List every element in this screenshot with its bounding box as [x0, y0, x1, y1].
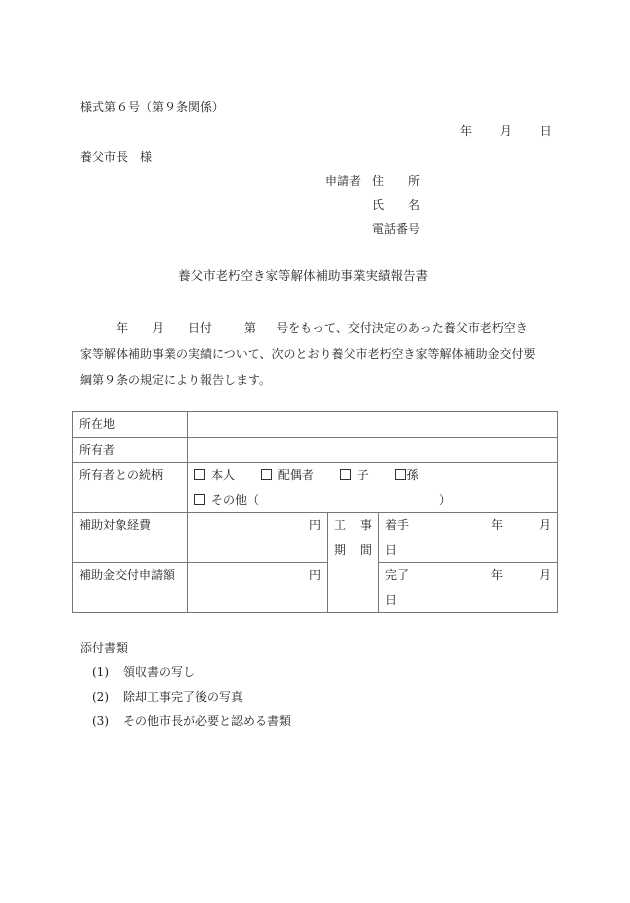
period-char: 事 — [359, 518, 372, 532]
attachments-heading: 添付書類 — [80, 641, 129, 655]
subsidy-cost-field[interactable] — [188, 513, 328, 563]
body-rest: 号をもって、交付決定のあった養父市老朽空き — [276, 321, 528, 335]
start-month: 月 — [538, 518, 551, 532]
other-close-paren: ） — [439, 492, 452, 507]
row-location — [73, 412, 558, 438]
owner-field[interactable] — [188, 437, 558, 463]
checkbox-child[interactable] — [340, 468, 369, 482]
complete-date-field[interactable] — [379, 563, 558, 613]
yen-unit: 円 — [308, 568, 321, 582]
checkbox-icon[interactable] — [340, 469, 351, 480]
phone-label: 電話番号 — [372, 222, 421, 236]
period-char: 間 — [359, 542, 372, 557]
location-field[interactable] — [188, 412, 558, 438]
date-year: 年 — [460, 124, 473, 138]
body-line-2: 家等解体補助事業の実績について、次のとおり養父市老朽空き家等解体補助金交付要 — [80, 347, 536, 361]
option-label: 子 — [356, 468, 369, 482]
item-text: 領収書の写し — [123, 665, 196, 679]
complete-year: 年 — [490, 568, 503, 582]
body-no: 第 — [244, 321, 257, 335]
address-label — [372, 174, 420, 188]
checkbox-icon[interactable] — [194, 469, 205, 480]
name-label — [372, 198, 420, 212]
row-subsidy-cost — [73, 513, 558, 563]
date-day: 日 — [539, 124, 552, 138]
option-label: その他（ — [211, 492, 260, 507]
checkbox-self[interactable] — [194, 468, 235, 482]
option-label: 配偶者 — [277, 468, 314, 482]
complete-day: 日 — [385, 592, 398, 607]
report-table — [72, 411, 558, 613]
complete-month: 月 — [538, 568, 551, 582]
start-date-field[interactable] — [379, 513, 558, 563]
row-owner — [73, 437, 558, 463]
yen-unit: 円 — [308, 518, 321, 532]
attachment-item-2 — [92, 690, 243, 704]
location-label: 所在地 — [73, 412, 188, 438]
name-label-1: 氏 — [372, 198, 385, 212]
body-line-3: 綱第９条の規定により報告します。 — [80, 373, 272, 387]
relation-label: 所有者との続柄 — [73, 463, 188, 513]
body-year: 年 — [116, 321, 129, 335]
row-grant-request — [73, 563, 558, 613]
item-number: (2) — [92, 690, 109, 704]
checkbox-icon[interactable] — [395, 469, 406, 480]
item-text: その他市長が必要と認める書類 — [123, 714, 292, 728]
period-char: 期 — [334, 542, 347, 557]
checkbox-other[interactable] — [194, 493, 259, 507]
date-line — [460, 124, 552, 138]
body-month: 月 — [152, 321, 165, 335]
start-day: 日 — [385, 542, 398, 557]
construction-period-label — [328, 513, 379, 613]
grant-request-label: 補助金交付申請額 — [73, 563, 188, 613]
grant-request-field[interactable] — [188, 563, 328, 613]
attachment-item-1 — [92, 665, 195, 679]
option-label: 本人 — [211, 468, 236, 482]
option-label: 孫 — [406, 468, 419, 482]
checkbox-icon[interactable] — [194, 494, 205, 505]
start-label: 着手 — [385, 518, 410, 532]
body-day: 日付 — [188, 321, 213, 335]
checkbox-grandchild[interactable] — [395, 468, 419, 482]
applicant-label: 申請者 — [325, 174, 362, 188]
row-relation — [73, 463, 558, 513]
subsidy-cost-label: 補助対象経費 — [73, 513, 188, 563]
item-number: (3) — [92, 714, 109, 728]
checkbox-icon[interactable] — [261, 469, 272, 480]
name-label-2: 名 — [407, 198, 420, 212]
form-number: 様式第６号（第９条関係） — [80, 100, 225, 114]
start-year: 年 — [490, 518, 503, 532]
item-text: 除却工事完了後の写真 — [123, 690, 244, 704]
body-line-1 — [80, 315, 560, 341]
body-text — [80, 315, 560, 393]
document-title: 養父市老朽空き家等解体補助事業実績報告書 — [178, 268, 429, 283]
checkbox-spouse[interactable] — [261, 468, 314, 482]
address-label-1: 住 — [372, 174, 385, 188]
complete-label: 完了 — [385, 568, 410, 582]
owner-label: 所有者 — [73, 437, 188, 463]
period-char: 工 — [334, 518, 347, 532]
addressee: 養父市長 様 — [80, 150, 153, 164]
attachment-item-3 — [92, 714, 291, 728]
relation-field — [188, 463, 558, 513]
address-label-2: 所 — [407, 174, 420, 188]
date-month: 月 — [499, 124, 512, 138]
item-number: (1) — [92, 665, 109, 679]
